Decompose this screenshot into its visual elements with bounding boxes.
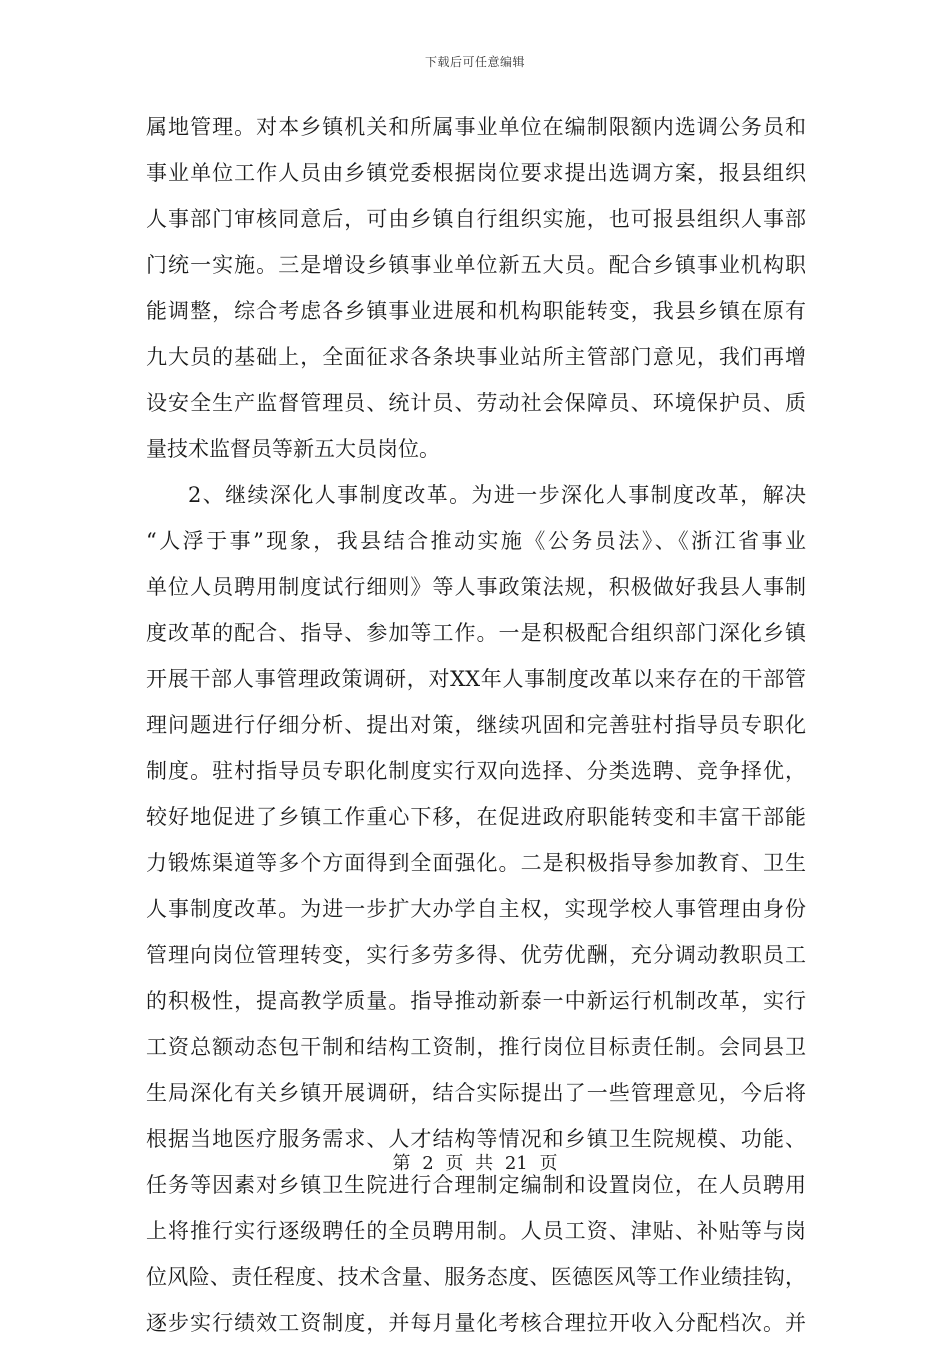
text-line: 能调整，综合考虑各乡镇事业进展和机构职能转变，我县乡镇在原有 [146, 299, 806, 323]
page-header: 下载后可任意编辑 [424, 55, 525, 69]
text-line: 人事部门审核同意后，可由乡镇自行组织实施，也可报县组织人事部 [146, 207, 806, 231]
text-line: 设安全生产监督管理员、统计员、劳动社会保障员、环境保护员、质 [146, 391, 806, 415]
text-line: 理问题进行仔细分析、提出对策，继续巩固和完善驻村指导员专职化 [146, 713, 806, 737]
text-line: 位风险、责任程度、技术含量、服务态度、医德医风等工作业绩挂钩， [146, 1265, 806, 1289]
text-line: 制度。驻村指导员专职化制度实行双向选择、分类选聘、竞争择优， [146, 759, 806, 783]
text-line: 开展干部人事管理政策调研，对XX年人事制度改革以来存在的干部管 [146, 667, 806, 691]
text-line: 管理向岗位管理转变，实行多劳多得、优劳优酬，充分调动教职员工 [146, 943, 806, 967]
text-line: “人浮于事”现象，我县结合推动实施《公务员法》、《浙江省事业 [146, 529, 806, 553]
text-line: 逐步实行绩效工资制度，并每月量化考核合理拉开收入分配档次。并 [146, 1311, 806, 1335]
text-line: 工资总额动态包干制和结构工资制，推行岗位目标责任制。会同县卫 [146, 1035, 806, 1059]
text-line: 单位人员聘用制度试行细则》等人事政策法规，积极做好我县人事制 [146, 575, 806, 599]
text-line: 人事制度改革。为进一步扩大办学自主权，实现学校人事管理由身份 [146, 897, 806, 921]
paragraph-1 [146, 104, 806, 472]
page-number-footer: 第 2 页 共 21 页 [392, 1153, 558, 1174]
text-line: 九大员的基础上，全面征求各条块事业站所主管部门意见，我们再增 [146, 345, 806, 369]
text-line: 上将推行实行逐级聘任的全员聘用制。人员工资、津贴、补贴等与岗 [146, 1219, 806, 1243]
text-line: 较好地促进了乡镇工作重心下移，在促进政府职能转变和丰富干部能 [146, 805, 806, 829]
text-line: 任务等因素对乡镇卫生院进行合理制定编制和设置岗位，在人员聘用 [146, 1173, 806, 1197]
text-line: 度改革的配合、指导、参加等工作。一是积极配合组织部门深化乡镇 [146, 621, 806, 645]
text-line: 属地管理。对本乡镇机关和所属事业单位在编制限额内选调公务员和 [146, 115, 806, 139]
text-line: 量技术监督员等新五大员岗位。 [146, 437, 440, 461]
text-line: 的积极性，提高教学质量。指导推动新泰一中新运行机制改革，实行 [146, 989, 806, 1013]
text-line: 力锻炼渠道等多个方面得到全面强化。二是积极指导参加教育、卫生 [146, 851, 806, 875]
text-line: 根据当地医疗服务需求、人才结构等情况和乡镇卫生院规模、功能、 [146, 1127, 806, 1151]
text-line: 门统一实施。三是增设乡镇事业单位新五大员。配合乡镇事业机构职 [146, 253, 806, 277]
paragraph-2 [146, 472, 806, 1346]
text-line: 事业单位工作人员由乡镇党委根据岗位要求提出选调方案，报县组织 [146, 161, 806, 185]
text-line: 生局深化有关乡镇开展调研，结合实际提出了一些管理意见，今后将 [146, 1081, 806, 1105]
text-line: 2、继续深化人事制度改革。为进一步深化人事制度改革，解决 [188, 483, 806, 507]
